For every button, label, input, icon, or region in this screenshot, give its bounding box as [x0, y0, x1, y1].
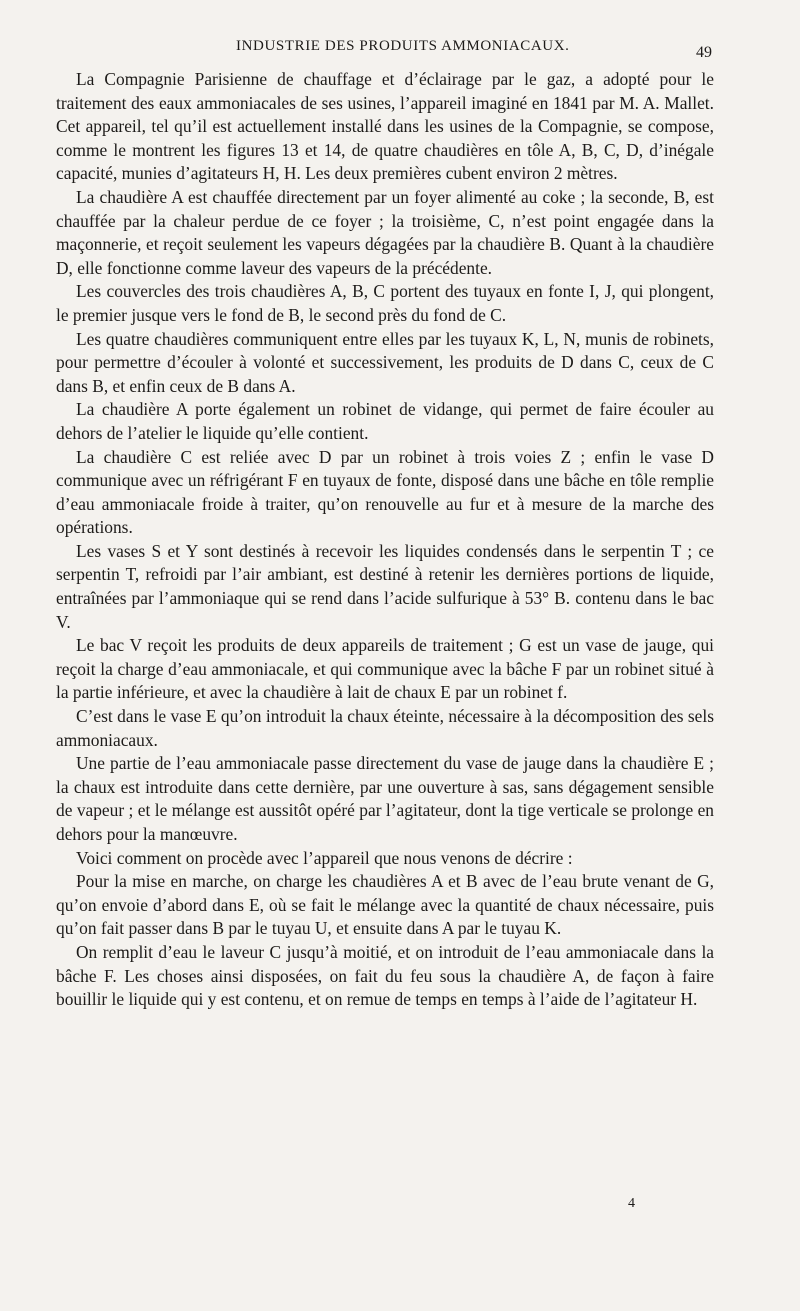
- page-number: 49: [696, 44, 712, 61]
- paragraph: Le bac V reçoit les produits de deux appareils de traitement ; G est un vase de jauge, qui reçoit la charge d’eau ammoniacale, et qui communique avec la bâche F par un robinet situé à la partie inférieure, et avec la chaudière à lait de chaux E par un robinet f.: [56, 635, 714, 703]
- paragraph: Les quatre chaudières communiquent entre elles par les tuyaux K, L, N, munis de robinets, pour permettre d’écouler à volonté et successivement, les produits de D dans C, ceux de C dans B, et enfin ceux de B dans A.: [56, 328, 714, 396]
- paragraph: C’est dans le vase E qu’on introduit la chaux éteinte, nécessaire à la décomposition des sels ammoniacaux.: [56, 706, 714, 750]
- paragraph: Les couvercles des trois chaudières A, B, C portent des tuyaux en fonte I, J, qui plongent, le premier jusque vers le fond de B, le second près du fond de C.: [56, 281, 714, 325]
- paragraph: Pour la mise en marche, on charge les chaudières A et B avec de l’eau brute venant de G, qu’on envoie d’abord dans E, où se fait le mélange avec la quantité de chaux nécessaire, puis qu’on fait passer dans B par le tuyau U, et ensuite dans A par le tuyau K.: [56, 871, 714, 939]
- paragraph: Voici comment on procède avec l’appareil que nous venons de décrire :: [76, 847, 573, 868]
- paragraph: Les vases S et Y sont destinés à recevoir les liquides condensés dans le serpentin T ; ce serpentin T, refroidi par l’air ambiant, est destiné à retenir les dernières portions de liquide, entraînées par l’ammoniaque qui se rend dans l’acide sulfurique à 53° B. contenu dans le bac V.: [56, 540, 714, 632]
- signature-mark: 4: [628, 1196, 635, 1211]
- body-text: [56, 68, 714, 1012]
- running-head: [0, 38, 800, 62]
- paragraph: Une partie de l’eau ammoniacale passe directement du vase de jauge dans la chaudière E ; la chaux est introduite dans cette dernière, par une ouverture à sas, sans dégagement sensible de vapeur ; et le mélange est aussitôt opéré par l’agitateur, dont la tige verticale se prolonge en dehors pour la manœuvre.: [56, 753, 714, 844]
- paragraph: La chaudière A est chauffée directement par un foyer alimenté au coke ; la seconde, B, est chauffée par la chaleur perdue de ce foyer ; la troisième, C, n’est point engagée dans la maçonnerie, et reçoit seulement les vapeurs dégagées par la chaudière B. Quant à la chaudière D, elle fonctionne comme laveur des vapeurs de la précédente.: [56, 186, 714, 278]
- paragraph: On remplit d’eau le laveur C jusqu’à moitié, et on introduit de l’eau ammoniacale dans la bâche F. Les choses ainsi disposées, on fait du feu sous la chaudière A, de façon à faire bouillir le liquide qui y est contenu, et on remue de temps en temps à l’aide de l’agitateur H.: [56, 941, 714, 1010]
- paragraph: La chaudière A porte également un robinet de vidange, qui permet de faire écouler au dehors de l’atelier le liquide qu’elle contient.: [56, 399, 714, 443]
- paragraph: La Compagnie Parisienne de chauffage et d’éclairage par le gaz, a adopté pour le traitement des eaux ammoniacales de ses usines, l’appareil imaginé en 1841 par M. A. Mallet. Cet appareil, tel qu’il est actuellement installé dans les usines de la Compagnie, se compose, comme le montrent les figures 13 et 14, de quatre chaudières en tôle A, B, C, D, d’inégale capacité, munies d’agitateurs H, H. Les deux premières cubent environ 2 mètres.: [56, 69, 714, 184]
- running-title: INDUSTRIE DES PRODUITS AMMONIACAUX.: [236, 38, 570, 54]
- paragraph: La chaudière C est reliée avec D par un robinet à trois voies Z ; enfin le vase D communique avec un réfrigérant F en tuyaux de fonte, disposé dans une bâche en tôle remplie d’eau ammoniacale froide à traiter, qu’on renouvelle au fur et à mesure de la marche des opérations.: [56, 446, 714, 538]
